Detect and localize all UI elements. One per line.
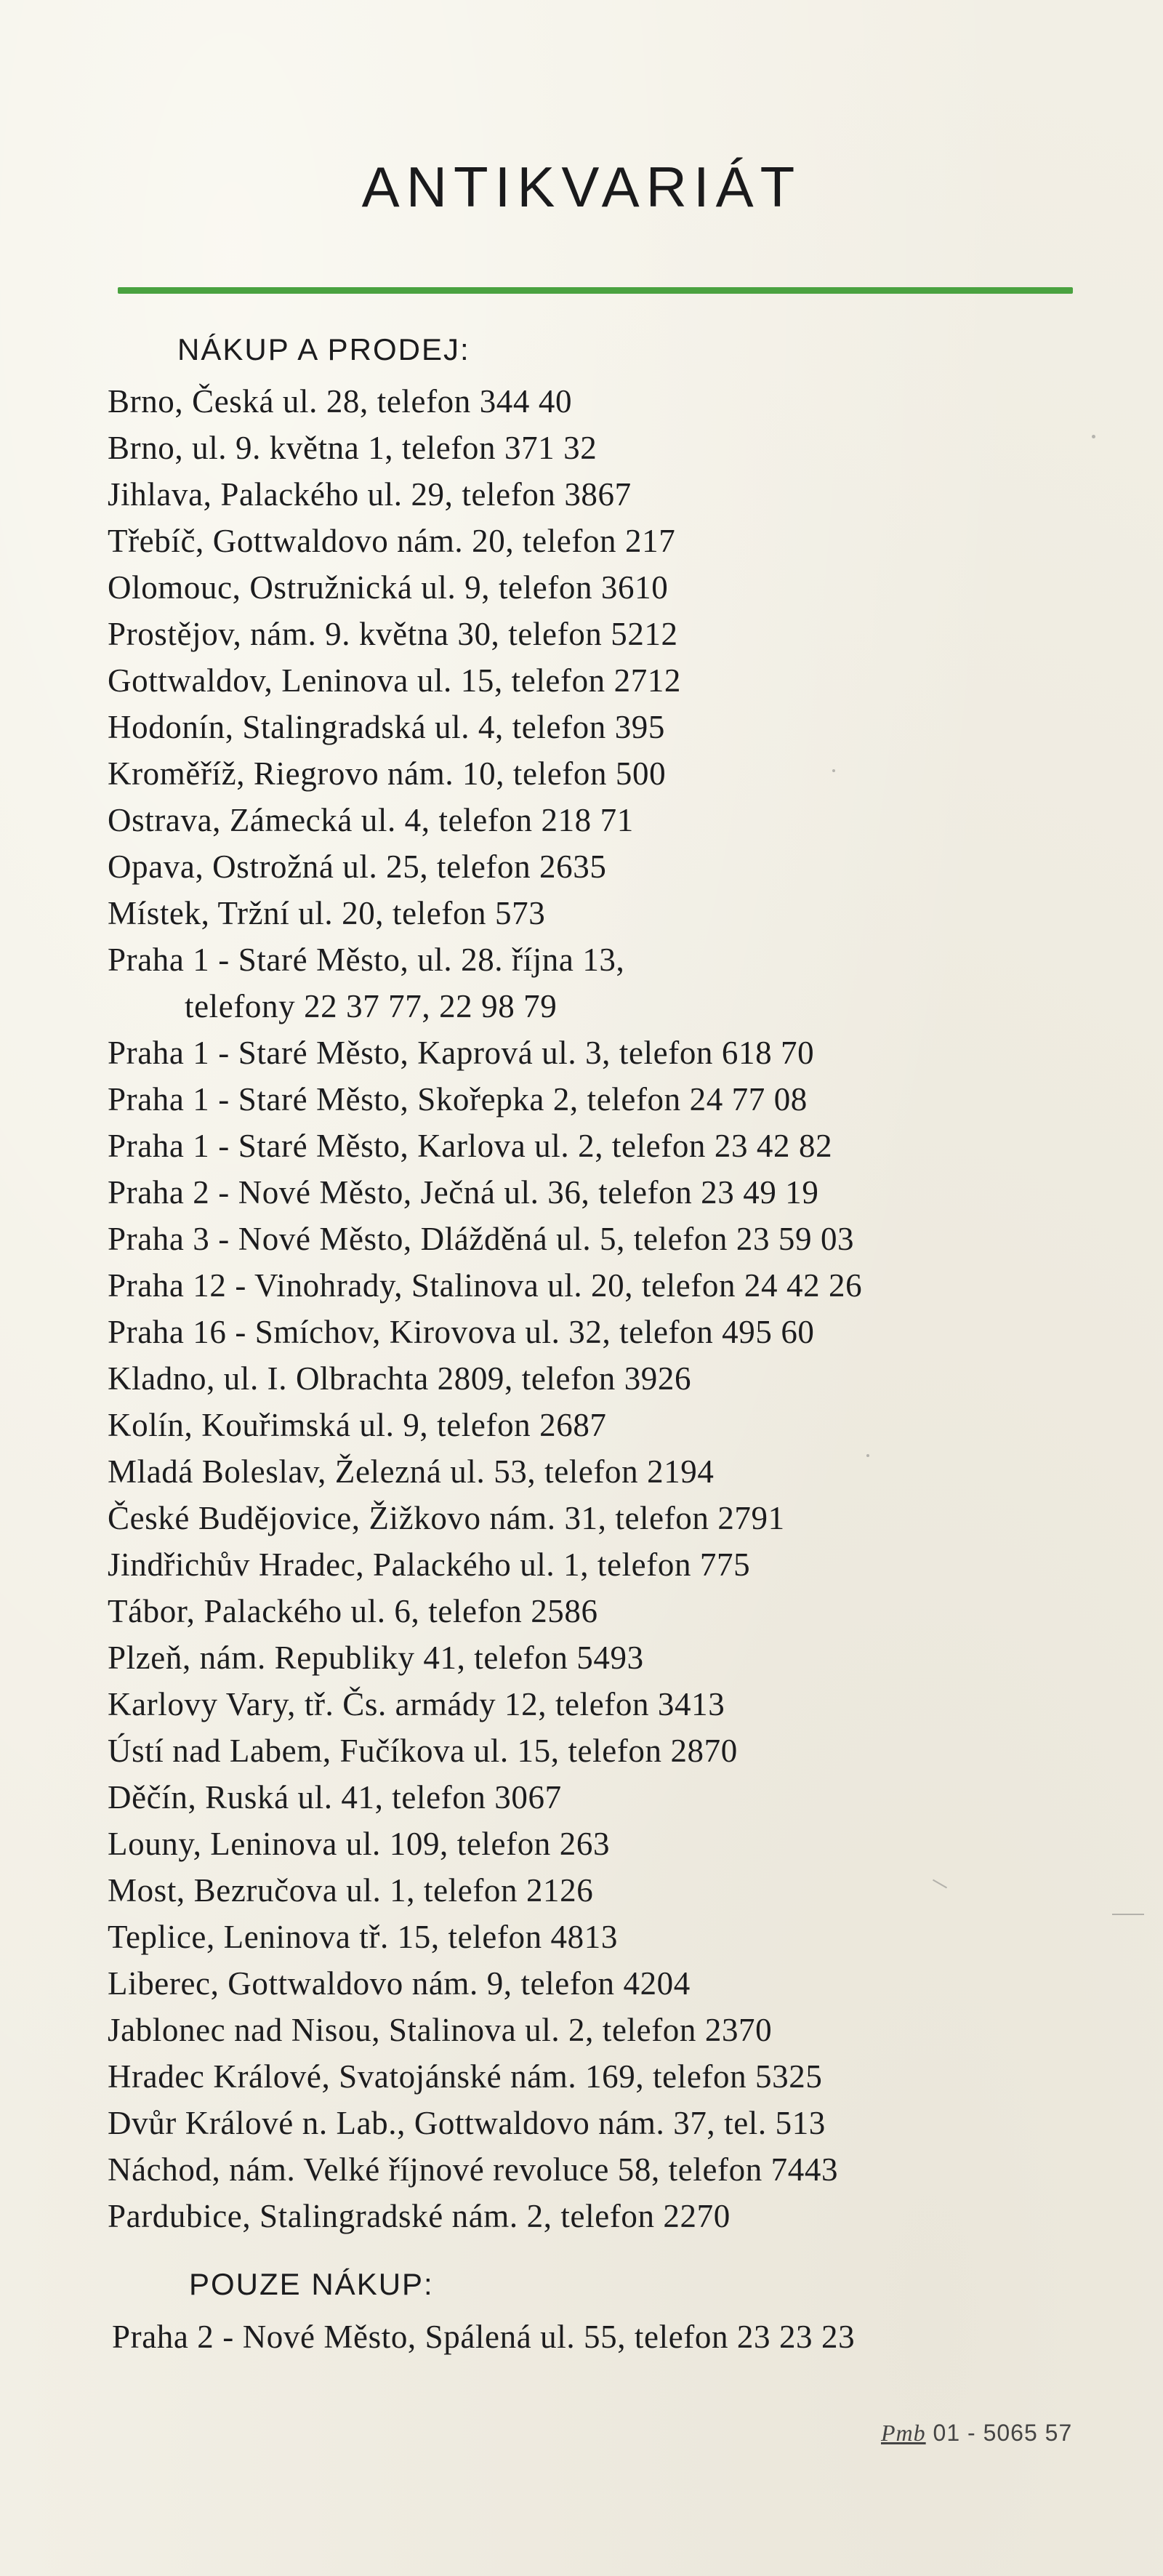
list-item: Gottwaldov, Leninova ul. 15, telefon 2712 xyxy=(108,662,682,699)
paper-speck xyxy=(866,1454,869,1457)
list-item: Praha 3 - Nové Město, Dlážděná ul. 5, telefon 23 59 03 xyxy=(108,1221,855,1257)
printer-mark: Pmb xyxy=(881,2420,926,2446)
list-item: Hradec Králové, Svatojánské nám. 169, telefon 5325 xyxy=(108,2058,823,2095)
list-item: Ostrava, Zámecká ul. 4, telefon 218 71 xyxy=(108,802,634,838)
printer-code xyxy=(881,2420,1072,2447)
list-item: Kroměříž, Riegrovo nám. 10, telefon 500 xyxy=(108,755,667,792)
list-item: Brno, ul. 9. května 1, telefon 371 32 xyxy=(108,430,597,466)
list-item: Praha 16 - Smíchov, Kirovova ul. 32, telefon 495 60 xyxy=(108,1314,815,1350)
page-title: ANTIKVARIÁT xyxy=(361,155,802,219)
buy-only-list xyxy=(112,2314,855,2360)
list-item: Louny, Leninova ul. 109, telefon 263 xyxy=(108,1826,611,1862)
list-item: Třebíč, Gottwaldovo nám. 20, telefon 217 xyxy=(108,523,676,559)
list-item-continuation: telefony 22 37 77, 22 98 79 xyxy=(185,988,558,1024)
list-item: Praha 12 - Vinohrady, Stalinova ul. 20, telefon 24 42 26 xyxy=(108,1267,863,1304)
green-divider xyxy=(118,287,1073,294)
list-item: Děčín, Ruská ul. 41, telefon 3067 xyxy=(108,1779,562,1815)
list-item: Jindřichův Hradec, Palackého ul. 1, telefon 775 xyxy=(108,1546,751,1583)
list-item: Most, Bezručova ul. 1, telefon 2126 xyxy=(108,1872,594,1909)
list-item: Karlovy Vary, tř. Čs. armády 12, telefon 3413 xyxy=(108,1686,725,1722)
list-item: Kolín, Kouřimská ul. 9, telefon 2687 xyxy=(108,1407,607,1443)
buy-sell-list xyxy=(108,378,862,2239)
list-item: Brno, Česká ul. 28, telefon 344 40 xyxy=(108,383,573,420)
list-item: Praha 1 - Staré Město, Skořepka 2, telefon 24 77 08 xyxy=(108,1081,808,1118)
list-item: Liberec, Gottwaldovo nám. 9, telefon 4204 xyxy=(108,1965,691,2002)
paper-speck xyxy=(933,1879,947,1889)
list-item: Jablonec nad Nisou, Stalinova ul. 2, telefon 2370 xyxy=(108,2012,773,2048)
list-item: Mladá Boleslav, Železná ul. 53, telefon 2194 xyxy=(108,1453,715,1490)
list-item: Plzeň, nám. Republiky 41, telefon 5493 xyxy=(108,1640,644,1676)
list-item: Hodonín, Stalingradská ul. 4, telefon 395 xyxy=(108,709,665,745)
list-item: Praha 2 - Nové Město, Spálená ul. 55, telefon 23 23 23 xyxy=(112,2319,856,2355)
paper-speck xyxy=(1112,1914,1144,1915)
list-item: Prostějov, nám. 9. května 30, telefon 5212 xyxy=(108,616,678,652)
list-item: Opava, Ostrožná ul. 25, telefon 2635 xyxy=(108,848,607,885)
printer-number: 01 - 5065 57 xyxy=(933,2420,1073,2446)
list-item: Ústí nad Labem, Fučíkova ul. 15, telefon 2870 xyxy=(108,1733,738,1769)
list-item: Náchod, nám. Velké říjnové revoluce 58, telefon 7443 xyxy=(108,2151,839,2188)
list-item: Tábor, Palackého ul. 6, telefon 2586 xyxy=(108,1593,598,1629)
list-item: Jihlava, Palackého ul. 29, telefon 3867 xyxy=(108,476,632,513)
list-item: Pardubice, Stalingradské nám. 2, telefon 2270 xyxy=(108,2198,731,2234)
list-item: Praha 1 - Staré Město, ul. 28. října 13, xyxy=(108,942,625,978)
list-item: Místek, Tržní ul. 20, telefon 573 xyxy=(108,895,546,931)
list-item: Dvůr Králové n. Lab., Gottwaldovo nám. 37, tel. 513 xyxy=(108,2105,826,2141)
list-item: Kladno, ul. I. Olbrachta 2809, telefon 3926 xyxy=(108,1360,692,1397)
paper-speck xyxy=(832,769,835,772)
buy-sell-heading: NÁKUP A PRODEJ: xyxy=(177,332,470,366)
list-item: Teplice, Leninova tř. 15, telefon 4813 xyxy=(108,1919,618,1955)
buy-only-heading: POUZE NÁKUP: xyxy=(189,2267,434,2301)
list-item: Praha 2 - Nové Město, Ječná ul. 36, telefon 23 49 19 xyxy=(108,1174,819,1211)
paper-speck xyxy=(1092,435,1095,438)
list-item: Praha 1 - Staré Město, Kaprová ul. 3, telefon 618 70 xyxy=(108,1035,815,1071)
list-item: České Budějovice, Žižkovo nám. 31, telefon 2791 xyxy=(108,1500,785,1536)
list-item: Olomouc, Ostružnická ul. 9, telefon 3610 xyxy=(108,569,669,606)
list-item: Praha 1 - Staré Město, Karlova ul. 2, telefon 23 42 82 xyxy=(108,1128,833,1164)
